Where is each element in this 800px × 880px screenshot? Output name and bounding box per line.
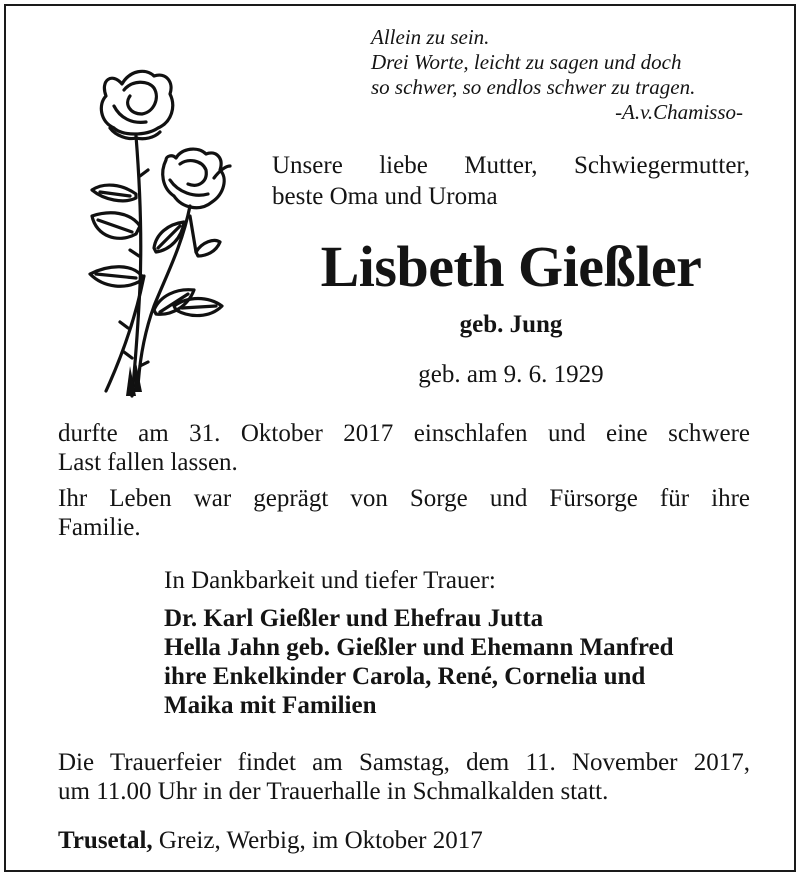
obituary-notice <box>4 4 796 872</box>
mourners-lead: In Dankbarkeit und tiefer Trauer: <box>164 567 496 594</box>
intro-line: Unsere liebe Mutter, Schwiegermutter, <box>272 152 750 179</box>
deceased-name: Lisbeth Gießler <box>320 234 702 299</box>
mourner-line: Dr. Karl Gießler und Ehefrau Jutta <box>164 605 544 632</box>
paragraph-line: Last fallen lassen. <box>58 449 238 476</box>
quote-line: Allein zu sein. <box>371 25 490 49</box>
birth-date: geb. am 9. 6. 1929 <box>418 361 604 388</box>
quote-block <box>371 25 749 125</box>
quote-line: so schwer, so endlos schwer zu tragen. <box>371 75 696 99</box>
paragraph-line: um 11.00 Uhr in der Trauerhalle in Schmalkalden statt. <box>58 778 609 805</box>
life-paragraph <box>58 484 750 542</box>
place-primary: Trusetal, <box>58 827 153 854</box>
mourners-block <box>164 566 764 720</box>
quote-line: Drei Worte, leicht zu sagen und doch <box>371 50 682 74</box>
mourner-line: Hella Jahn geb. Gießler und Ehemann Manfred <box>164 634 674 661</box>
paragraph-line: Die Trauerfeier findet am Samstag, dem 11. November 2017, <box>58 749 750 776</box>
mourner-line: ihre Enkelkinder Carola, René, Cornelia und <box>164 663 646 690</box>
paragraph-line: durfte am 31. Oktober 2017 einschlafen und eine schwere <box>58 420 750 447</box>
mourner-line: Maika mit Familien <box>164 692 377 719</box>
place-date-line <box>58 826 750 855</box>
passing-paragraph <box>58 419 750 477</box>
intro-text <box>272 150 750 212</box>
rose-drawing-icon <box>70 66 240 398</box>
maiden-name: geb. Jung <box>459 311 563 338</box>
paragraph-line: Ihr Leben war geprägt von Sorge und Fürsorge für ihre <box>58 485 750 512</box>
intro-line: beste Oma und Uroma <box>272 183 498 210</box>
place-rest: Greiz, Werbig, im Oktober 2017 <box>152 827 483 854</box>
funeral-paragraph <box>58 748 750 806</box>
paragraph-line: Familie. <box>58 514 141 541</box>
mourners-names <box>164 604 764 720</box>
quote-author: -A.v.Chamisso- <box>615 100 743 124</box>
